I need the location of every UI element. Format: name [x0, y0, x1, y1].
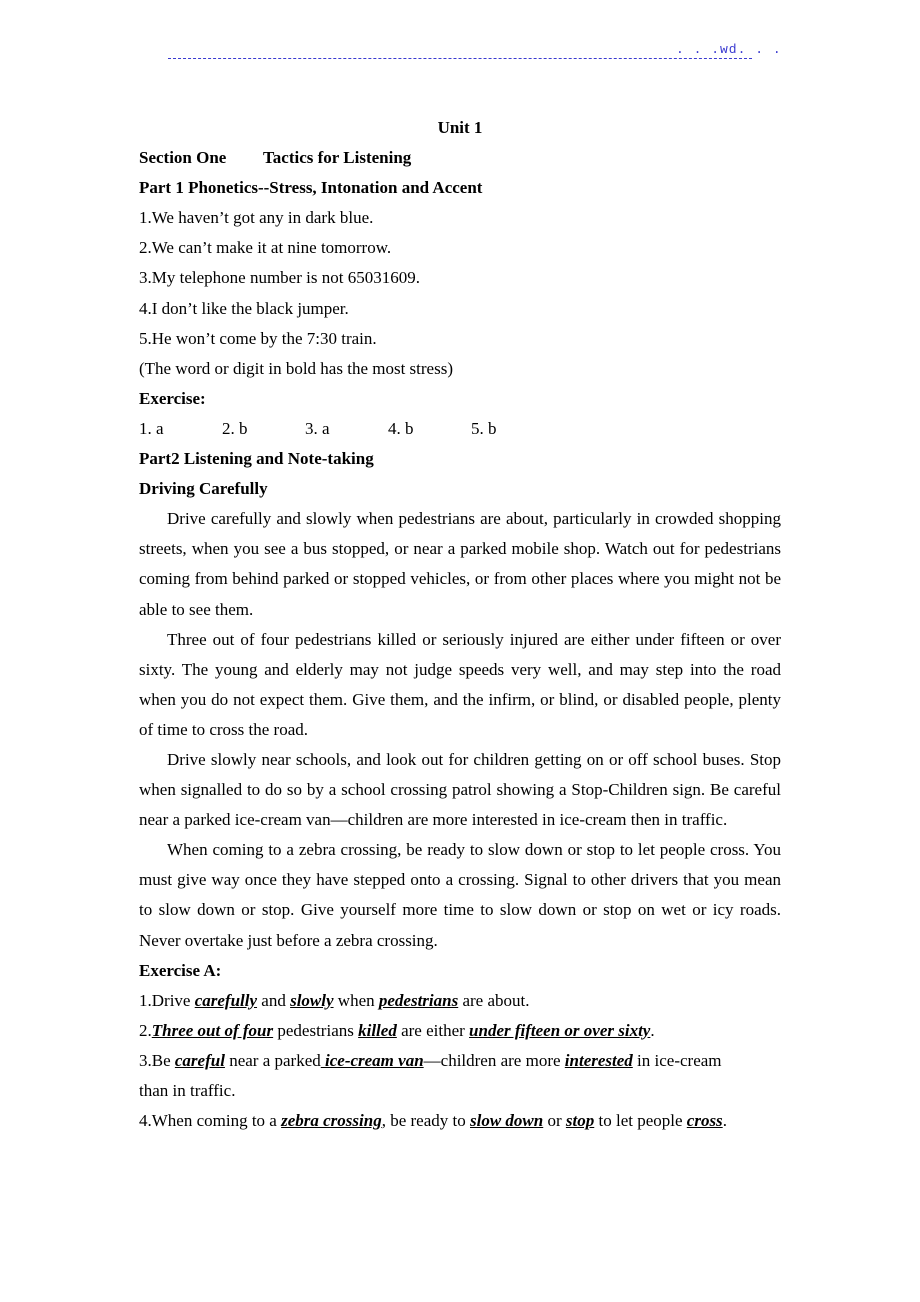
passage-paragraph-3: Drive slowly near schools, and look out for children getting on or off school buses. Stop when signalled to do so by a school crossing patrol showing a Stop-Children sign. Be careful near a parked ice-cream van—children are more interested in ice-cream then in traffic.: [139, 749, 781, 830]
exercise-label: Exercise:: [139, 388, 206, 408]
part2-heading: Part2 Listening and Note-taking: [139, 449, 374, 469]
document-page: [139, 113, 781, 1136]
text: or: [543, 1111, 566, 1131]
section-heading: [139, 143, 781, 173]
section-label: Section One: [139, 148, 227, 168]
text: .: [650, 1020, 655, 1040]
part1-heading: Part 1 Phonetics--Stress, Intonation and Accent: [139, 178, 483, 198]
exercise-a-item-4: [139, 1106, 781, 1136]
answer-blank: cross: [686, 1111, 723, 1131]
exercise-a-item-3-cont: than in traffic.: [139, 1081, 236, 1100]
passage-paragraph-4: When coming to a zebra crossing, be ready to slow down or stop to let people cross. You must give way once they have stepped onto a crossing. Signal to other drivers that you mean to slow down or stop. Give yourself more time to slow down or stop on wet or icy roads. Never overtake just before a zebra crossing.: [139, 840, 781, 950]
header-rule: [168, 58, 752, 59]
text: in ice-cream: [632, 1050, 722, 1070]
exercise-answers: [139, 414, 781, 444]
exercise-a-item-1: [139, 986, 781, 1016]
passage-title: Driving Carefully: [139, 479, 268, 499]
answer-blank: zebra crossing: [281, 1111, 382, 1131]
text: are about.: [458, 990, 530, 1010]
text: and: [257, 990, 291, 1010]
text: .: [722, 1111, 727, 1131]
answer-blank: under fifteen or over sixty: [469, 1020, 651, 1040]
unit-title: Unit 1: [437, 118, 483, 137]
answer-3: 3. a: [305, 418, 330, 438]
text: , be ready to: [381, 1111, 470, 1131]
answer-blank: stop: [565, 1111, 595, 1131]
text: 3.Be: [139, 1050, 175, 1070]
sentence-5: 5.He won’t come by the 7:30 train.: [139, 328, 377, 348]
text: to let people: [594, 1111, 687, 1131]
text: pedestrians: [273, 1020, 359, 1040]
answer-blank: slow down: [470, 1111, 544, 1131]
sentence-1: 1.We haven’t got any in dark blue.: [139, 208, 374, 228]
answer-5: 5. b: [471, 418, 497, 438]
answer-2: 2. b: [222, 418, 248, 438]
answer-1: 1. a: [139, 418, 164, 438]
text: are either: [396, 1020, 470, 1040]
answer-blank: killed: [358, 1020, 397, 1040]
answer-blank: pedestrians: [378, 990, 459, 1010]
text: 4.When coming to a: [139, 1111, 282, 1131]
answer-blank: carefully: [194, 990, 258, 1010]
stress-note: (The word or digit in bold has the most stress): [139, 358, 453, 378]
answer-blank: Three out of four: [151, 1020, 274, 1040]
answer-blank: careful: [174, 1050, 225, 1070]
answer-blank: slowly: [290, 990, 334, 1010]
sentence-3: 3.My telephone number is not 65031609.: [139, 268, 420, 288]
exercise-a-label: Exercise A:: [139, 960, 222, 980]
text: near a parked: [224, 1050, 321, 1070]
answer-blank: interested: [564, 1050, 633, 1070]
text: 2.: [139, 1020, 152, 1040]
section-title: Tactics for Listening: [263, 148, 412, 168]
header-mark: . . .wd. . .: [676, 42, 782, 57]
sentence-4: 4.I don’t like the black jumper.: [139, 298, 349, 318]
sentence-2: 2.We can’t make it at nine tomorrow.: [139, 238, 392, 258]
passage-paragraph-2: Three out of four pedestrians killed or seriously injured are either under fifteen or over sixty. The young and elderly may not judge speeds very well, and may step into the road when you do not expect them. Give them, and the infirm, or blind, or disabled people, plenty of time to cross the road.: [139, 629, 781, 739]
exercise-a-item-3: [139, 1046, 781, 1076]
answer-4: 4. b: [388, 418, 414, 438]
text: —children are more: [423, 1050, 565, 1070]
answer-blank: ice-cream van: [320, 1050, 424, 1070]
passage-paragraph-1: Drive carefully and slowly when pedestrians are about, particularly in crowded shopping streets, when you see a bus stopped, or near a parked mobile shop. Watch out for pedestrians coming from behind parked or stopped vehicles, or from other places where you might not be able to see them.: [139, 509, 781, 619]
text: 1.Drive: [139, 990, 195, 1010]
exercise-a-item-2: [139, 1016, 781, 1046]
text: when: [333, 990, 379, 1010]
